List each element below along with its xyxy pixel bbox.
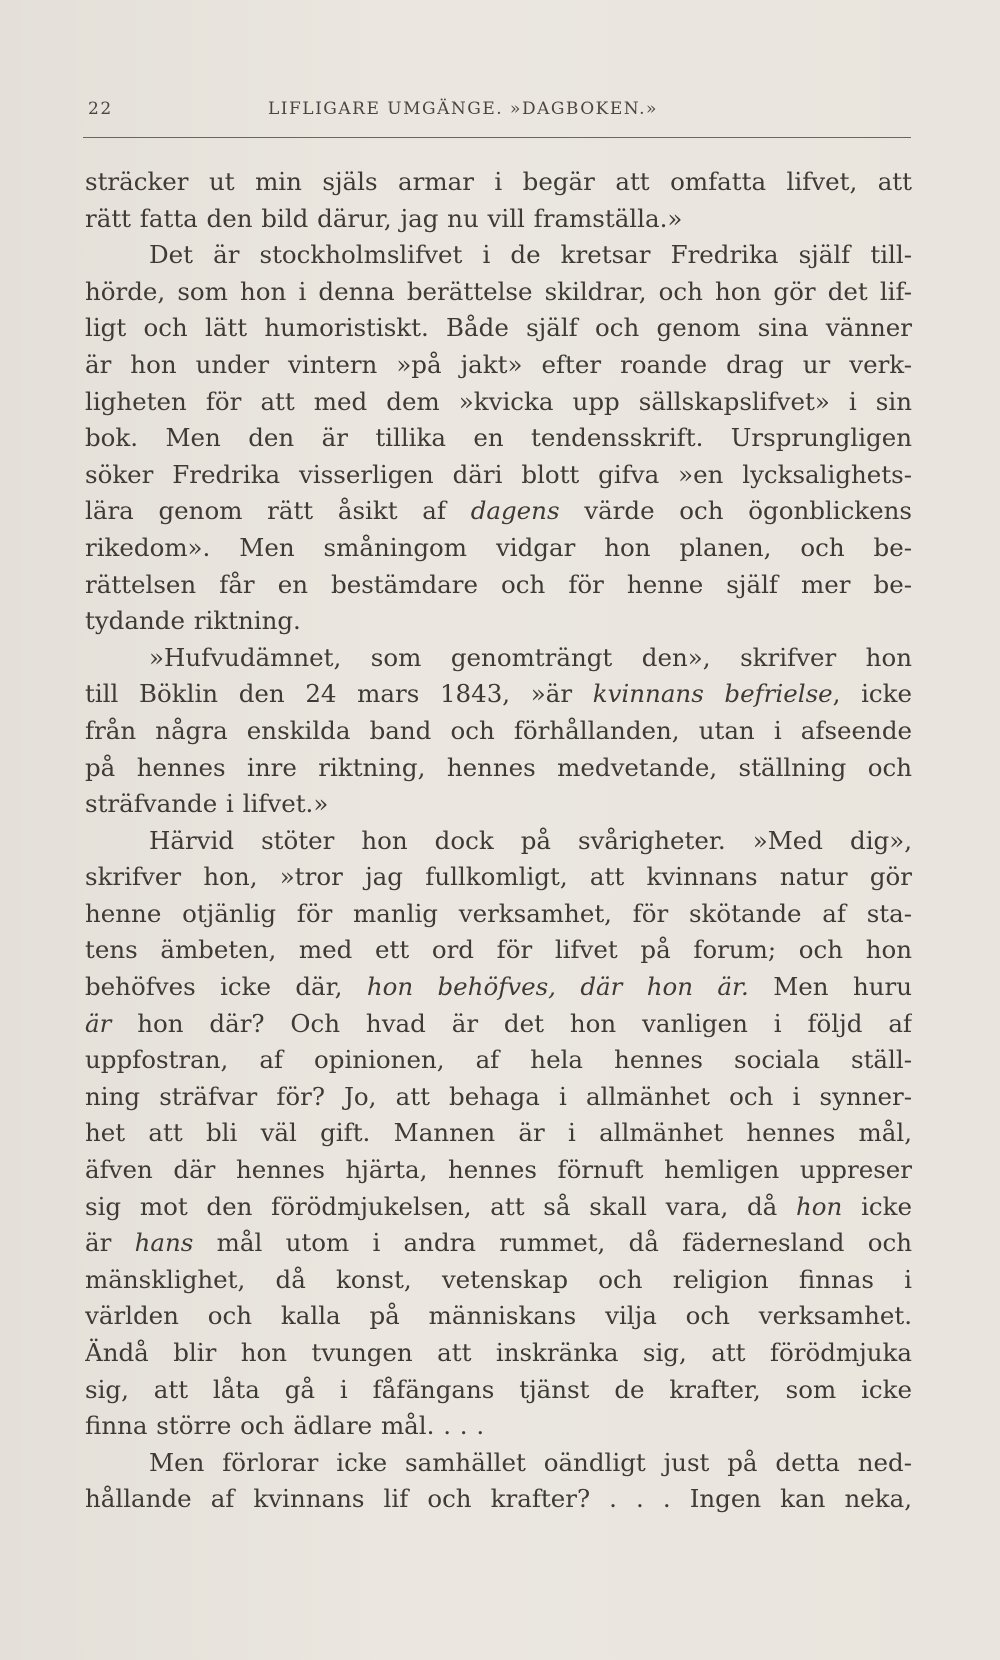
text-line: »Hufvudämnet, som genomträngt den», skrifver hon [149, 642, 912, 672]
italic-text: dagens [470, 496, 560, 526]
italic-text: kvinnans befrielse [592, 679, 833, 709]
text-line [85, 493, 912, 530]
text-run: är [85, 1228, 135, 1258]
text-line: skrifver hon, »tror jag fullkomligt, att kvinnans natur gör [85, 862, 912, 892]
text-line: sträcker ut min själs armar i begär att omfatta lifvet, att [85, 167, 912, 196]
text-line: uppfostran, af opinionen, af hela hennes sociala ställ- [85, 1045, 912, 1075]
body-text [85, 164, 912, 1518]
text-line: Härvid stöter hon dock på svårigheter. »Med dig», [149, 825, 912, 855]
text-line: bok. Men den är tillika en tendensskrift. Ursprungligen [85, 423, 912, 453]
text-line: tens ämbeten, med ett ord för lifvet på forum; och hon [85, 935, 912, 965]
text-line: världen och kalla på människans vilja och verksamhet. [85, 1301, 912, 1331]
italic-text: är [85, 1008, 112, 1038]
page-header [88, 99, 908, 125]
text-line: finna större och ädlare mål. . . . [85, 1411, 485, 1441]
italic-text: hon [796, 1191, 843, 1221]
text-line: rättelsen får en bestämdare och för henne själf mer be- [85, 569, 912, 599]
header-rule [83, 137, 911, 138]
text-line: äfven där hennes hjärta, hennes förnuft hemligen uppreser [85, 1155, 912, 1185]
text-line: hållande af kvinnans lif och krafter? . . . Ingen kan neka, [85, 1484, 912, 1514]
text-line: sig, att låta gå i fåfängans tjänst de krafter, som icke [85, 1374, 912, 1404]
text-line [85, 969, 912, 1006]
page-number: 22 [88, 99, 113, 119]
text-line: på hennes inre riktning, hennes medvetande, ställning och [85, 752, 912, 782]
text-line [85, 676, 912, 713]
text-line [85, 1189, 912, 1226]
text-run: icke [842, 1191, 912, 1221]
text-line: tydande riktning. [85, 606, 301, 636]
text-line: Ändå blir hon tvungen att inskränka sig, att förödmjuka [85, 1338, 912, 1367]
running-head: LIFLIGARE UMGÄNGE. »DAGBOKEN.» [268, 99, 658, 119]
text-line [85, 1225, 912, 1262]
text-run: värde och ögonblickens [559, 496, 912, 526]
text-line: ligheten för att med dem »kvicka upp sällskapslifvet» i sin [85, 386, 912, 416]
text-run: behöfves icke där, [85, 972, 367, 1002]
text-run: , icke [832, 679, 912, 709]
text-line: Men förlorar icke samhället oändligt just på detta ned- [149, 1447, 912, 1477]
text-run: lära genom rätt åsikt af [85, 496, 471, 526]
text-line: het att bli väl gift. Mannen är i allmänhet hennes mål, [85, 1118, 912, 1148]
text-line: hörde, som hon i denna berättelse skildrar, och hon gör det lif- [85, 276, 912, 306]
text-line: är hon under vintern »på jakt» efter roande drag ur verk- [85, 349, 912, 379]
text-line: Det är stockholmslifvet i de kretsar Fredrika själf till- [149, 240, 912, 270]
italic-text: hans [134, 1228, 194, 1258]
text-run: till Böklin den 24 mars 1843, »är [85, 679, 593, 709]
text-line: söker Fredrika visserligen däri blott gifva »en lycksalighets- [85, 459, 912, 489]
italic-text: hon behöfves, där hon är. [366, 972, 749, 1002]
text-line: mänsklighet, då konst, vetenskap och religion finnas i [85, 1264, 912, 1294]
text-run: sig mot den förödmjukelsen, att så skall vara, då [85, 1191, 797, 1221]
text-line: rätt fatta den bild därur, jag nu vill framställa.» [85, 203, 683, 233]
text-line: ning sträfvar för? Jo, att behaga i allmänhet och i synner- [85, 1081, 912, 1111]
text-run: hon där? Och hvad är det hon vanligen i följd af [111, 1008, 912, 1038]
text-line: sträfvande i lifvet.» [85, 789, 329, 819]
text-line: rikedom». Men småningom vidgar hon planen, och be- [85, 532, 912, 562]
text-line: från några enskilda band och förhållanden, utan i afseende [85, 715, 912, 745]
text-run: mål utom i andra rummet, då fädernesland och [193, 1228, 912, 1258]
text-run: Men huru [748, 972, 912, 1002]
text-line [85, 1006, 912, 1043]
text-line: henne otjänlig för manlig verksamhet, för skötande af sta- [85, 898, 912, 928]
text-line: ligt och lätt humoristiskt. Både själf och genom sina vänner [85, 313, 912, 343]
